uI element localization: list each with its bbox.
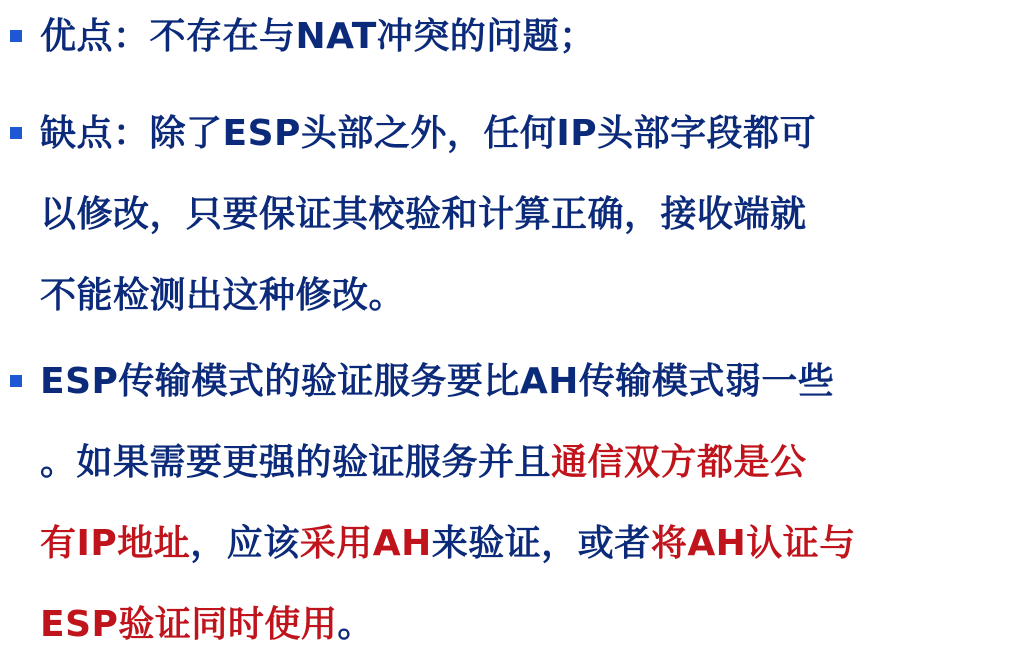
bullet-3-line-3-text-b: 来验证，或者: [431, 523, 651, 564]
bullet-1-line-1: 优点：不存在与NAT冲突的问题；: [40, 16, 596, 57]
bullet-3-line-3: [40, 503, 1015, 584]
highlight-combine-cont: ESP验证同时使用: [40, 604, 338, 645]
highlight-public-ip-cont: 有IP地址: [40, 523, 191, 564]
bullet-marker-2: [10, 127, 22, 139]
bullet-marker-3: [10, 375, 22, 387]
bullet-3-line-2-text: 。如果需要更强的验证服务并且: [40, 442, 552, 483]
bullet-3-line-1: ESP传输模式的验证服务要比AH传输模式弱一些: [40, 361, 835, 402]
bullet-2: [40, 93, 1015, 336]
bullet-1: [40, 0, 1015, 77]
bullet-3-line-4-end: 。: [337, 604, 374, 645]
bullet-3-line-2: [40, 422, 1015, 503]
highlight-public-ip: 通信双方都是公: [551, 442, 807, 483]
bullet-3: [40, 341, 1015, 660]
highlight-combine: 将AH认证与: [650, 523, 856, 564]
bullet-2-line-1: 缺点：除了ESP头部之外，任何IP头部字段都可: [40, 113, 817, 154]
bullet-marker-1: [10, 30, 22, 42]
bullet-2-line-3: 不能检测出这种修改。: [40, 275, 406, 316]
bullet-3-line-3-text-a: ，应该: [190, 523, 300, 564]
bullet-2-line-2: 以修改，只要保证其校验和计算正确，接收端就: [40, 194, 807, 235]
highlight-use-ah: 采用AH: [299, 523, 432, 564]
bullet-3-line-4: [40, 584, 1015, 660]
